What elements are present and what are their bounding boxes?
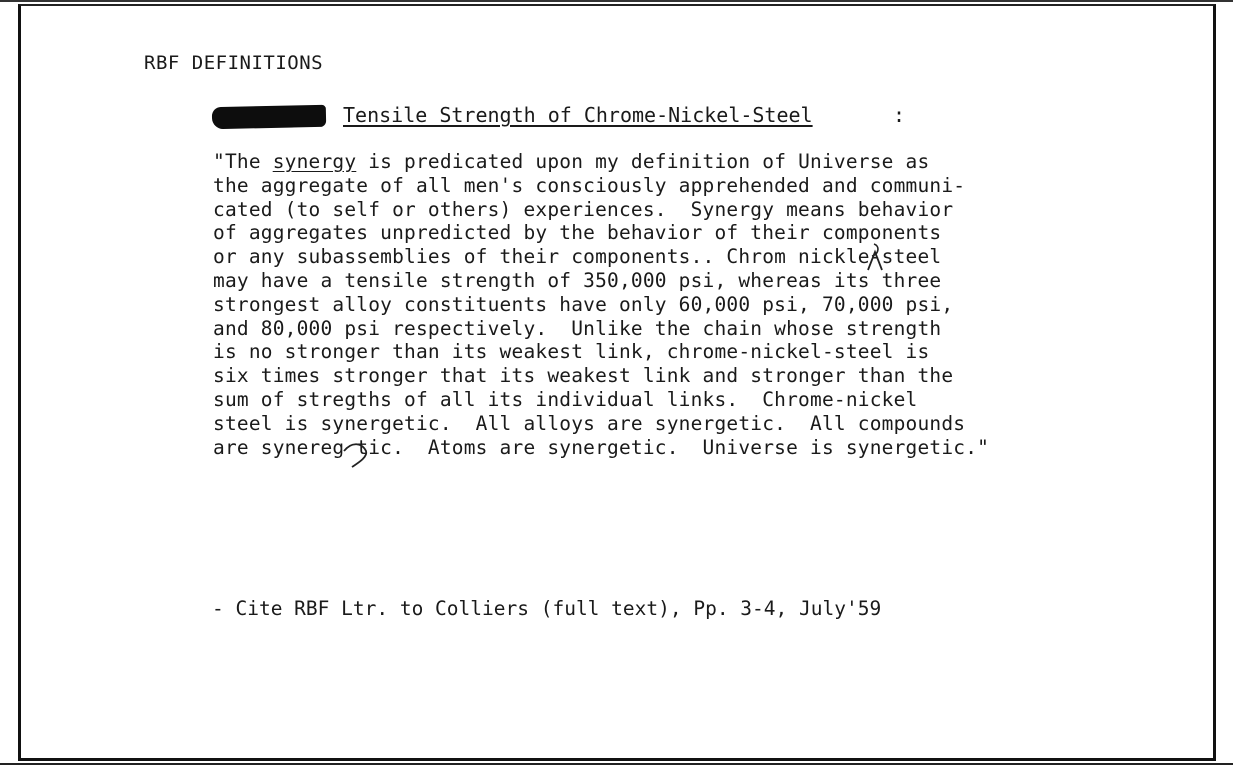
underlined-term: synergy [272, 150, 357, 173]
quote-line: the aggregate of all men's consciously apprehended and communi- [213, 173, 966, 197]
quote-line: and 80,000 psi respectively. Unlike the chain whose strength [213, 316, 942, 340]
handwritten-insertion-mark [860, 240, 890, 274]
quote-line: steel is synergetic. All alloys are synergetic. All compounds [213, 411, 966, 435]
page-title: RBF DEFINITIONS [144, 52, 324, 74]
quote-line: strongest alloy constituents have only 60,000 psi, 70,000 psi, [213, 292, 954, 316]
quote-line: cated (to self or others) experiences. Synergy means behavior [213, 197, 954, 221]
quote-text: "The [213, 150, 273, 173]
quote-line: are synereg tic. Atoms are synergetic. Universe is synergetic." [213, 435, 990, 459]
citation-line: - Cite RBF Ltr. to Colliers (full text), Pp. 3-4, July'59 [212, 597, 882, 620]
quote-line: sum of stregths of all its individual links. Chrome-nickel [213, 387, 918, 411]
top-border-line [0, 0, 1233, 2]
quote-line: six times stronger that its weakest link and stronger than the [213, 364, 954, 388]
entry-topic: Tensile Strength of Chrome-Nickel-Steel [343, 103, 813, 127]
entry-topic-colon: : [893, 103, 906, 127]
quote-line: may have a tensile strength of 350,000 psi, whereas its three [213, 268, 942, 292]
quote-line: of aggregates unpredicted by the behavior of their components [213, 221, 942, 245]
bottom-border-line [0, 763, 1233, 765]
quote-line [213, 150, 989, 174]
quote-text: is predicated upon my definition of Universe as [356, 150, 930, 173]
redaction-block [212, 105, 326, 129]
quote-line: is no stronger than its weakest link, chrome-nickel-steel is [213, 340, 930, 364]
quote-line: or any subassemblies of their components.. Chrom nickle-steel [213, 245, 942, 269]
quote-body [213, 150, 989, 459]
handwritten-transpose-mark [340, 437, 374, 471]
